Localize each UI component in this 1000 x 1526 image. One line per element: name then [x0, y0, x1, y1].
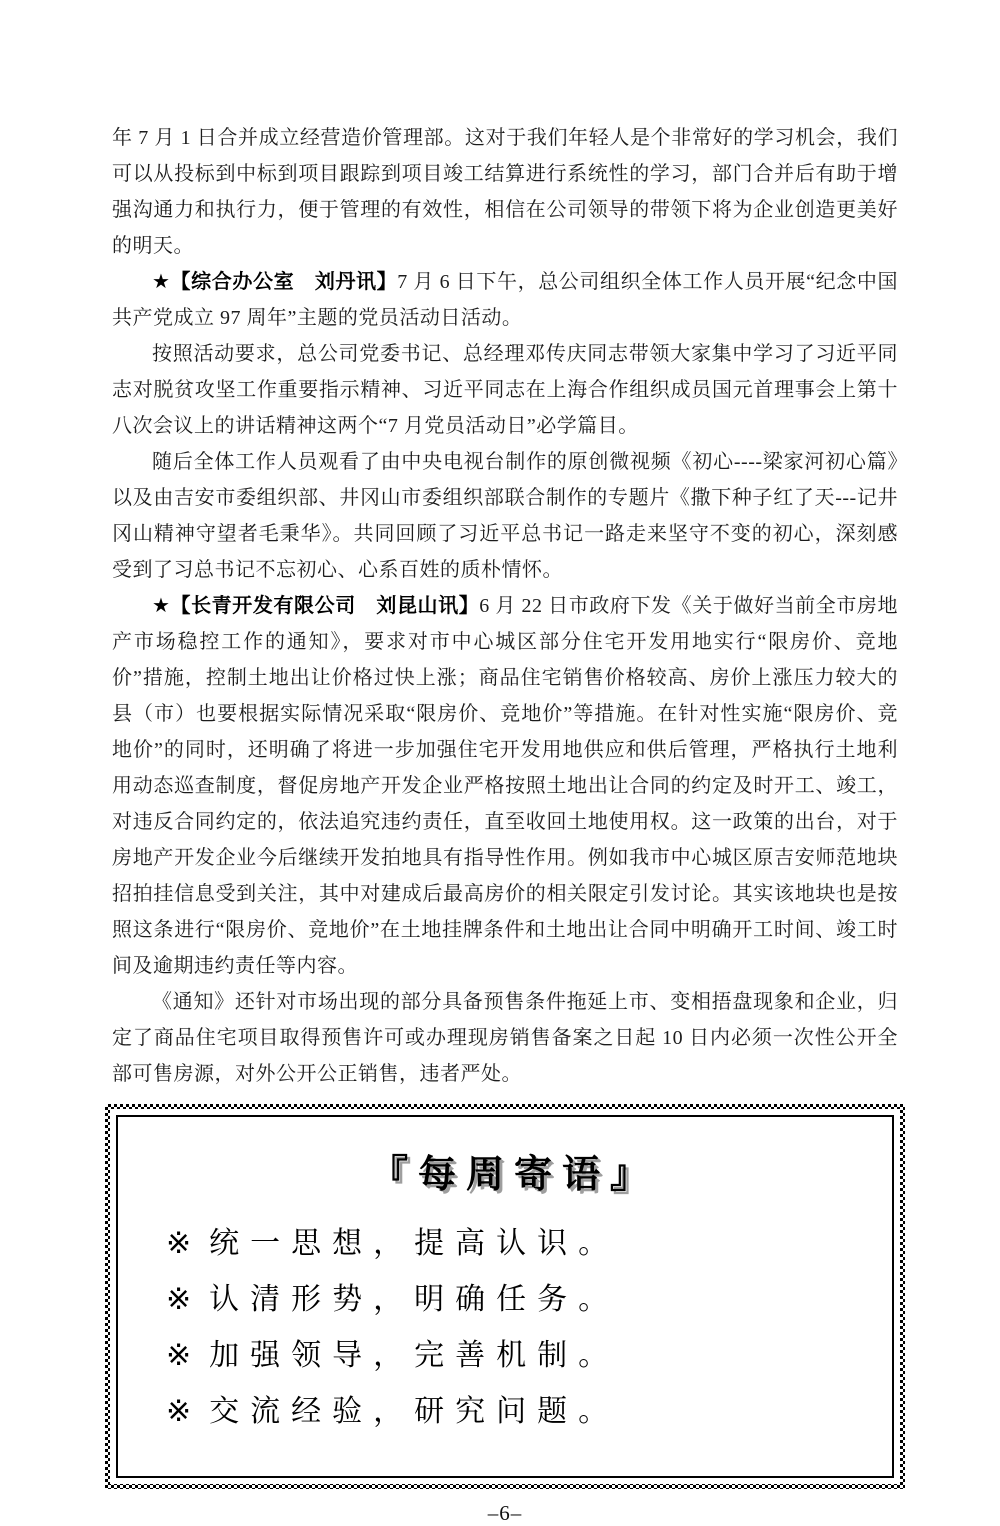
weekly-message-box-inner	[116, 1115, 894, 1478]
article-body	[112, 120, 898, 1092]
paragraph-notice-rules	[112, 984, 898, 1092]
paragraph-activity-requirements	[112, 336, 898, 444]
weekly-message-item	[166, 1384, 862, 1440]
reference-mark-icon: ※	[166, 1227, 192, 1260]
paragraph-office-news	[112, 264, 898, 336]
paragraph-video-viewing	[112, 444, 898, 588]
weekly-message-title: 『每周寄语』	[369, 1154, 658, 1196]
weekly-message-item	[166, 1216, 862, 1272]
reference-mark-icon: ※	[166, 1283, 192, 1316]
weekly-message-box	[105, 1104, 905, 1489]
paragraph-text: 随后全体工作人员观看了由中央电视台制作的原创微视频《初心----梁家河初心篇》以及由吉安市委组织部、井冈山市委组织部联合制作的专题片《撒下种子红了天---记井冈山精神守望者毛秉华》。共同回顾了习近平总书记一路走来坚守不变的初心，深刻感受到了习总书记不忘初心、心系百姓的质朴情怀。	[112, 451, 898, 581]
paragraph-text: 7 月 6 日下午，总公司组织全体工作人员开展“纪念中国共产党成立 97 周年”主题的党员活动日活动。	[112, 271, 898, 329]
weekly-message-item-text: 统一思想，提高认识。	[209, 1227, 620, 1260]
page-content	[112, 120, 898, 1526]
paragraph-continuation	[112, 120, 898, 264]
weekly-message-box-gap	[110, 1109, 900, 1484]
paragraph-text: 6 月 22 日市政府下发《关于做好当前全市房地产市场稳控工作的通知》，要求对市中心城区部分住宅开发用地实行“限房价、竞地价”措施，控制土地出让价格过快上涨；商品住宅销售价格较高、房价上涨压力较大的县（市）也要根据实际情况采取“限房价、竞地价”等措施。在针对性实施“限房价、竞地价”的同时，还明确了将进一步加强住宅开发用地供应和供后管理，严格执行土地利用动态巡查制度，督促房地产开发企业严格按照土地出让合同的约定及时开工、竣工，对违反合同约定的，依法追究违约责任，直至收回土地使用权。这一政策的出台，对于房地产开发企业今后继续开发拍地具有指导性作用。例如我市中心城区原吉安师范地块招拍挂信息受到关注，其中对建成后最高房价的相关限定引发讨论。其实该地块也是按照这条进行“限房价、竞地价”在土地挂牌条件和土地出让合同中明确开工时间、竣工时间及逾期违约责任等内容。	[112, 595, 898, 977]
weekly-message-item	[166, 1272, 862, 1328]
reference-mark-icon: ※	[166, 1339, 192, 1372]
page-number: –6–	[487, 1501, 523, 1525]
weekly-message-item-text: 加强领导，完善机制。	[209, 1339, 620, 1372]
weekly-message-item-text: 交流经验，研究问题。	[209, 1395, 620, 1428]
paragraph-text: 《通知》还针对市场出现的部分具备预售条件拖延上市、变相捂盘现象和企业，归定了商品住宅项目取得预售许可或办理现房销售备案之日起 10 日内必须一次性公开全部可售房源，对外公开公正销售，违者严处。	[112, 991, 898, 1085]
weekly-message-item-text: 认清形势，明确任务。	[209, 1283, 620, 1316]
paragraph-text: 年 7 月 1 日合并成立经营造价管理部。这对于我们年轻人是个非常好的学习机会，我们可以从投标到中标到项目跟踪到项目竣工结算进行系统性的学习，部门合并后有助于增强沟通力和执行力，便于管理的有效性，相信在公司领导的带领下将为企业创造更美好的明天。	[112, 127, 898, 257]
paragraph-company-news	[112, 588, 898, 984]
weekly-message-item	[166, 1328, 862, 1384]
paragraph-lead: ★【长青开发有限公司 刘昆山讯】	[152, 595, 480, 617]
reference-mark-icon: ※	[166, 1395, 192, 1428]
paragraph-text: 按照活动要求，总公司党委书记、总经理邓传庆同志带领大家集中学习了习近平同志对脱贫攻坚工作重要指示精神、习近平同志在上海合作组织成员国元首理事会上第十八次会议上的讲话精神这两个“7 月党员活动日”必学篇目。	[112, 343, 898, 437]
paragraph-lead: ★【综合办公室 刘丹讯】	[152, 271, 398, 293]
